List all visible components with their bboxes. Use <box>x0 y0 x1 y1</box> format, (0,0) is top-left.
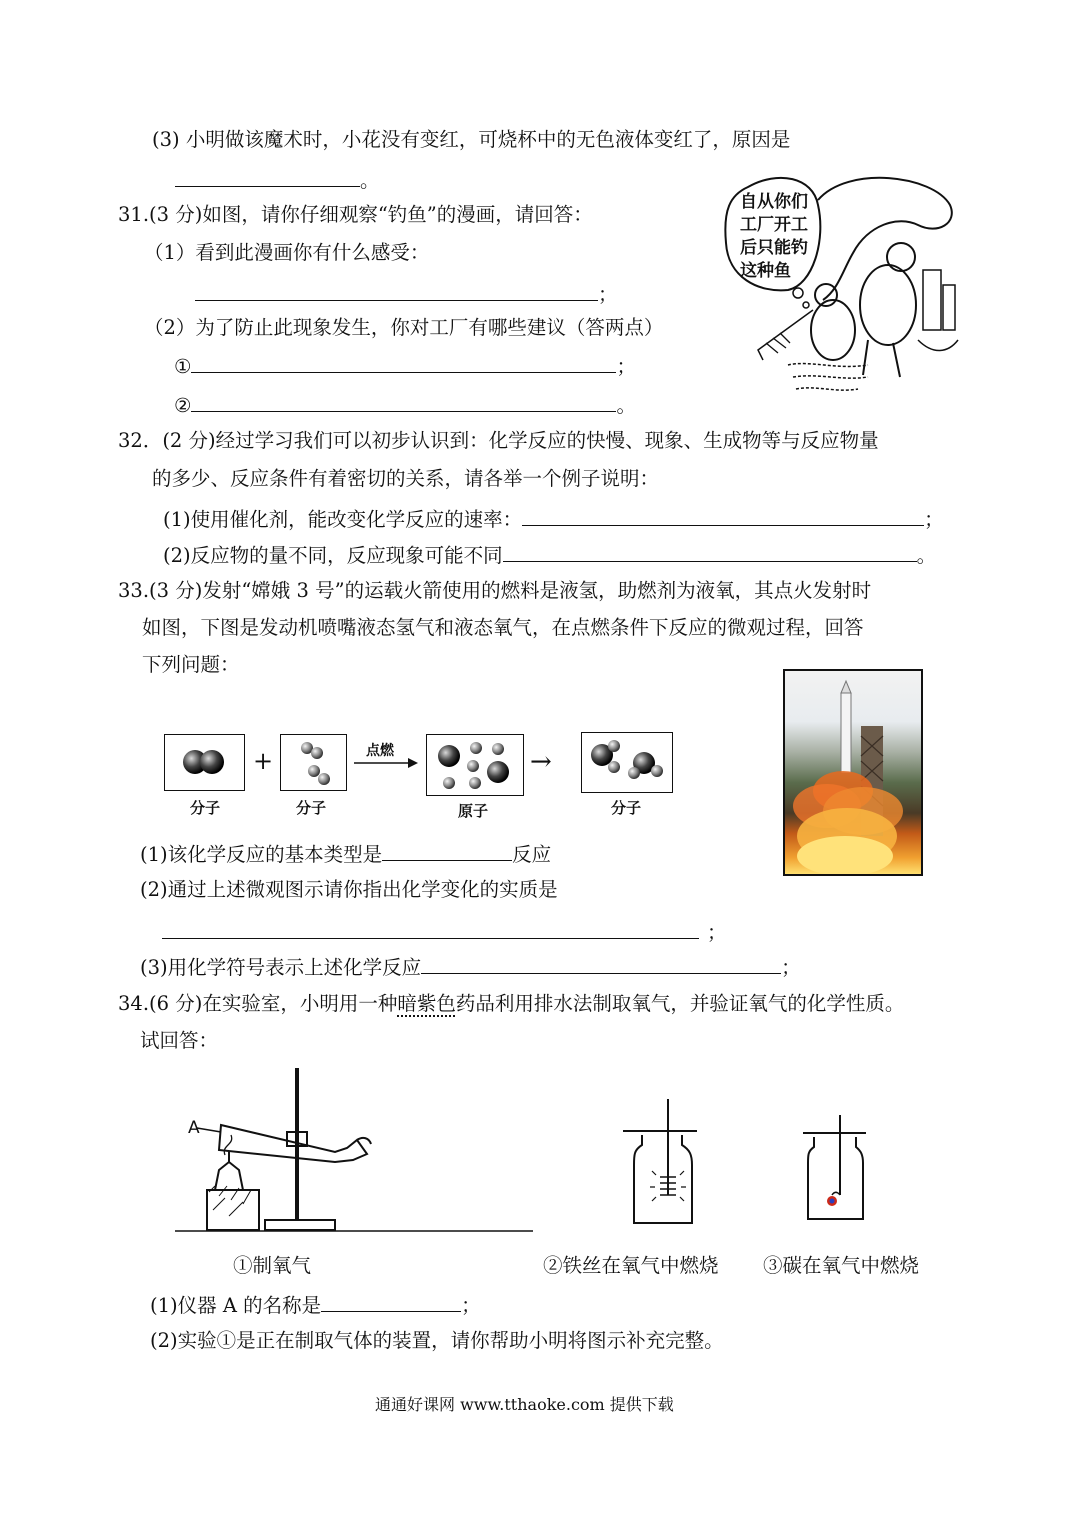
answer-blank[interactable] <box>503 541 917 562</box>
q32-sub1: (1)使用催化剂，能改变化学反应的速率： ； <box>163 505 944 533</box>
q32-stem2: 的多少、反应条件有着密切的关系，请各举一个例子说明： <box>152 467 660 490</box>
water-molecule-icon <box>582 733 672 792</box>
q33-stem2: 如图，下图是发动机喷嘴液态氢气和液态氧气，在点燃条件下反应的微观过程，回答 <box>142 616 864 639</box>
q33-stem3: 下列问题： <box>142 653 240 676</box>
plus-sign: + <box>253 747 274 775</box>
iron-wire-combustion-icon <box>620 1095 700 1230</box>
caption-apparatus-2: ②铁丝在氧气中燃烧 <box>543 1254 719 1277</box>
q33-sub3: (3)用化学符号表示上述化学反应 ； <box>140 953 801 981</box>
q31-sub1-answer: ； <box>195 280 618 308</box>
fishing-cartoon <box>718 165 963 405</box>
q31-stem: 31.(3 分)如图，请你仔细观察“钓鱼”的漫画，请回答： <box>118 203 593 226</box>
page-footer: 通通好课网 www.tthaoke.com 提供下载 <box>375 1395 674 1414</box>
q33-sub2-answer: ； <box>162 918 727 946</box>
answer-blank[interactable] <box>175 166 360 187</box>
q33-sub1: (1)该化学反应的基本类型是 反应 <box>140 840 551 868</box>
caption-apparatus-3: ③碳在氧气中燃烧 <box>763 1254 920 1277</box>
oxygen-generation-apparatus-icon <box>175 1060 540 1235</box>
answer-blank[interactable] <box>191 391 616 412</box>
condition-label: 点燃 <box>366 743 394 759</box>
q34-sub2: (2)实验①是正在制取气体的装置，请你帮助小明将图示补充完整。 <box>150 1329 724 1352</box>
rocket-launch-photo <box>783 669 923 876</box>
label-molecule-1: 分子 <box>190 799 221 817</box>
answer-blank[interactable] <box>382 840 512 861</box>
answer-blank[interactable] <box>522 505 924 526</box>
molecule-icon <box>281 735 346 790</box>
q31-opt1: ① ； <box>174 352 636 380</box>
q31-sub2: （2）为了防止此现象发生，你对工厂有哪些建议（答两点） <box>144 316 664 339</box>
molecule-icon <box>165 735 244 790</box>
answer-blank[interactable] <box>191 352 616 373</box>
q30-answer-line: 。 <box>175 166 380 194</box>
q34-sub1: (1)仪器 A 的名称是 ； <box>150 1291 481 1319</box>
hydrogen-molecule-box <box>164 734 245 791</box>
q33-sub2: (2)通过上述微观图示请你指出化学变化的实质是 <box>140 878 558 901</box>
q34-stem2: 试回答： <box>140 1029 219 1052</box>
q31-sub1: （1）看到此漫画你有什么感受： <box>144 241 430 264</box>
answer-blank[interactable] <box>321 1291 461 1312</box>
label-molecule-2: 分子 <box>296 799 327 817</box>
arrow-icon <box>352 756 422 770</box>
answer-blank[interactable] <box>421 953 781 974</box>
q32-stem1: 32．(2 分)经过学习我们可以初步认识到：化学反应的快慢、现象、生成物等与反应物量 <box>118 429 879 452</box>
emphasis-text: 暗紫色 <box>397 992 456 1015</box>
q30-line3: (3) 小明做该魔术时，小花没有变红，可烧杯中的无色液体变红了，原因是 <box>152 128 791 151</box>
speech-bubble-text: 自从你们 工厂开工 后只能钓 这种鱼 <box>740 192 808 281</box>
oxygen-molecule-box <box>280 734 347 791</box>
product-arrow: → <box>530 747 552 777</box>
caption-apparatus-1: ①制氧气 <box>233 1254 312 1277</box>
answer-blank[interactable] <box>195 280 598 301</box>
water-molecule-box <box>581 732 673 793</box>
rocket-icon <box>785 671 921 874</box>
carbon-combustion-icon <box>800 1115 870 1225</box>
apparatus-label-a: A <box>188 1118 200 1138</box>
q31-opt2: ② 。 <box>174 391 636 419</box>
answer-blank[interactable] <box>162 918 699 939</box>
q34-stem1: 34.(6 分)在实验室，小明用一种暗紫色药品利用排水法制取氧气，并验证氧气的化学性质。 <box>118 992 905 1015</box>
label-atoms: 原子 <box>458 802 489 820</box>
atoms-box <box>426 734 524 796</box>
q33-stem1: 33.(3 分)发射“嫦娥 3 号”的运载火箭使用的燃料是液氢，助燃剂为液氧，其点火发射时 <box>118 579 872 602</box>
q32-sub2: (2)反应物的量不同，反应现象可能不同 。 <box>163 541 936 569</box>
label-molecule-3: 分子 <box>611 799 642 817</box>
atoms-icon <box>427 735 523 795</box>
